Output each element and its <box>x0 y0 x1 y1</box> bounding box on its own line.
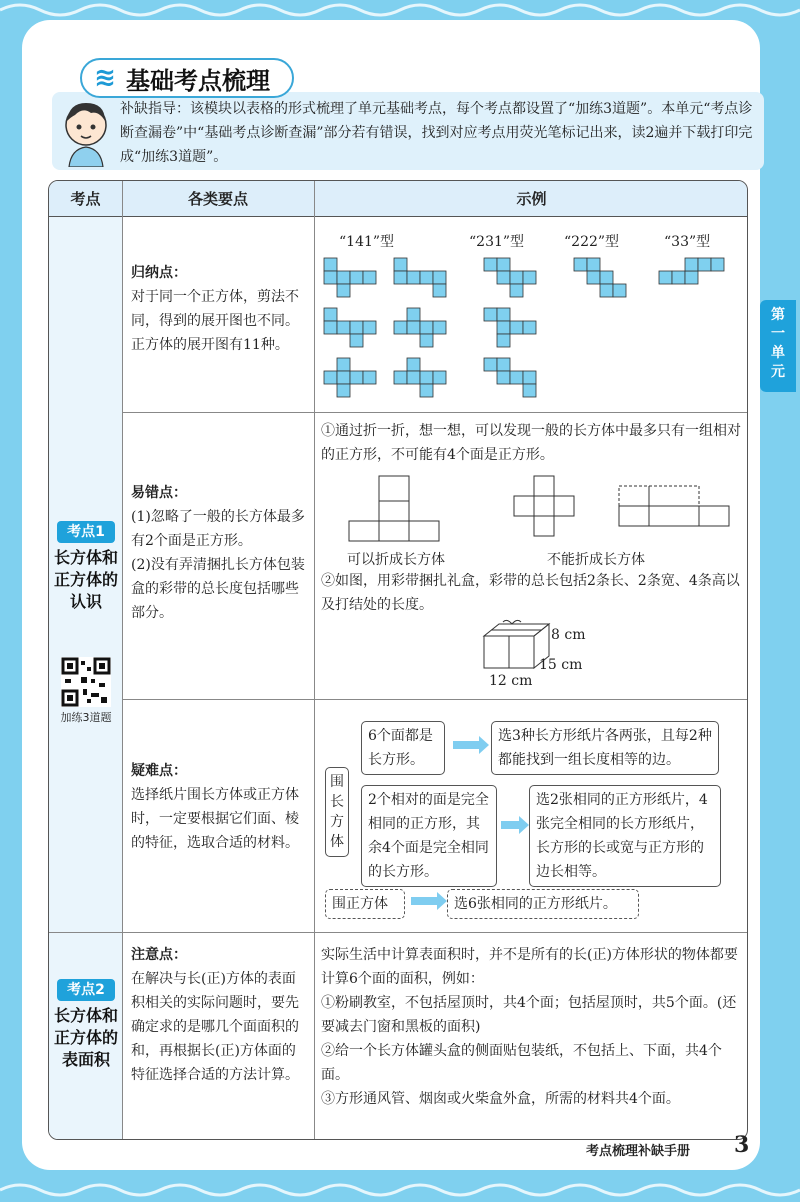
type-231-label: “231”型 <box>469 234 525 250</box>
header-examples: 示例 <box>516 190 547 208</box>
footer-title: 考点梳理补缺手册 <box>586 1144 691 1159</box>
arrow-icon <box>453 741 479 749</box>
zhuyi-examples <box>321 943 741 1111</box>
yinan-lead: 疑难点： <box>131 763 187 779</box>
guina-text: 对于同一个正方体，剪法不同，得到的展开图也不同。正方体的展开图有11种。 <box>131 289 299 353</box>
header-key-points: 各类要点 <box>187 190 248 208</box>
fold-nets-diagram <box>339 471 739 551</box>
yicuo-example-2: ②如图，用彩带捆扎礼盒，彩带的总长包括2条长、2条宽、4条高以及打结处的长度。 <box>321 573 740 613</box>
dim-length: 12 cm <box>489 673 533 689</box>
qr-code-icon[interactable] <box>61 657 111 707</box>
point-1-name: 长方体和正方体的认识 <box>53 548 118 611</box>
type-33-label: “33”型 <box>664 234 711 250</box>
arrow-icon <box>411 897 437 905</box>
wave-icon: ≋ <box>94 63 116 93</box>
point-2-name: 长方体和正方体的表面积 <box>53 1006 118 1069</box>
side-tab-char: 一 <box>771 326 785 342</box>
zhuyi-intro: 实际生活中计算表面积时，并不是所有的长(正)方体形状的物体都要计算6个面的面积，例如： <box>321 947 738 987</box>
type-141-label: “141”型 <box>339 234 395 250</box>
yinan-text: 选择纸片围长方体或正方体时，一定要根据它们面、棱的特征，选取合适的材料。 <box>131 787 299 851</box>
dim-width: 15 cm <box>539 657 583 673</box>
zhuyi-example-2: ②给一个长方体罐头盒的侧面贴包装纸，不包括上、下面，共4个面。 <box>321 1043 722 1083</box>
side-tab-char: 元 <box>771 364 785 380</box>
zhuyi-text: 在解决与长(正)方体的表面积相关的实际问题时，要先确定求的是哪几个面面积的和，再根据长(正)方体面的特征选择合适的方法计算。 <box>131 971 299 1083</box>
qr-label: 加练3道题 <box>60 711 112 724</box>
zhuyi-example-3: ③方形通风管、烟囱或火柴盒外盒，所需的材料共4个面。 <box>321 1091 680 1107</box>
cube-nets-diagram <box>319 253 739 403</box>
divider <box>314 181 315 1140</box>
wrap-cube-label: 围正方体 <box>325 889 405 919</box>
guina-cell <box>131 261 307 357</box>
guina-lead: 归纳点： <box>131 265 187 281</box>
side-tab-char: 单 <box>771 345 785 361</box>
case-1-box: 6个面都是长方形。 <box>361 721 445 775</box>
yicuo-cell <box>131 481 307 625</box>
case-2-box: 2个相对的面是完全相同的正方形，其余4个面是完全相同的长方形。 <box>361 785 497 887</box>
wrap-cuboid-label: 围长方体 <box>325 767 349 857</box>
section-title-banner <box>80 58 294 98</box>
divider <box>122 181 123 1140</box>
divider <box>122 699 748 700</box>
page-number: 3 <box>734 1132 750 1158</box>
table-header-row <box>49 181 748 217</box>
guide-text: 补缺指导：该模块以表格的形式梳理了单元基础考点，每个考点都设置了“加练3道题”。本单元“考点诊断查漏卷”中“基础考点诊断查漏”部分若有错误，找到对应考点用荧光笔标记出来，读2遍并下载打印完成“加练3道题”。 <box>120 101 753 165</box>
type-222-label: “222”型 <box>564 234 620 250</box>
point-1-badge: 考点1 <box>57 521 115 543</box>
side-tab-char: 第 <box>771 307 785 323</box>
zhuyi-lead: 注意点： <box>131 947 187 963</box>
yicuo-example-1: ①通过折一折，想一想，可以发现一般的长方体中最多只有一组相对的正方形，不可能有4个面是正方形。 <box>321 423 741 463</box>
can-fold-label: 可以折成长方体 <box>347 552 445 568</box>
result-2-box: 选2张相同的正方形纸片，4张完全相同的长方形纸片，长方形的长或宽与正方形的边长相等。 <box>529 785 721 887</box>
divider <box>49 932 748 933</box>
yicuo-text-2: (2)没有弄清捆扎长方体包装盒的彩带的总长度包括哪些部分。 <box>131 557 305 621</box>
cannot-fold-label: 不能折成长方体 <box>547 552 645 568</box>
boy-avatar-icon <box>55 95 117 167</box>
divider <box>122 412 748 413</box>
section-title: 基础考点梳理 <box>126 66 270 95</box>
yinan-cell <box>131 759 307 855</box>
zhuyi-cell <box>131 943 307 1087</box>
points-table <box>48 180 748 1140</box>
dim-height: 8 cm <box>551 627 586 643</box>
zhuyi-example-1: ①粉刷教室，不包括屋顶时，共4个面；包括屋顶时，共5个面。(还要减去门窗和黑板的面积) <box>321 995 737 1035</box>
cube-result-box: 选6张相同的正方形纸片。 <box>447 889 639 919</box>
unit-side-tab[interactable] <box>760 300 796 392</box>
point-2-badge: 考点2 <box>57 979 115 1001</box>
yicuo-text-1: (1)忽略了一般的长方体最多有2个面是正方形。 <box>131 509 305 549</box>
result-1-box: 选3种长方形纸片各两张，且每2种都能找到一组长度相等的边。 <box>491 721 719 775</box>
arrow-icon <box>501 821 519 829</box>
header-point: 考点 <box>70 190 101 208</box>
yicuo-lead: 易错点： <box>131 485 187 501</box>
